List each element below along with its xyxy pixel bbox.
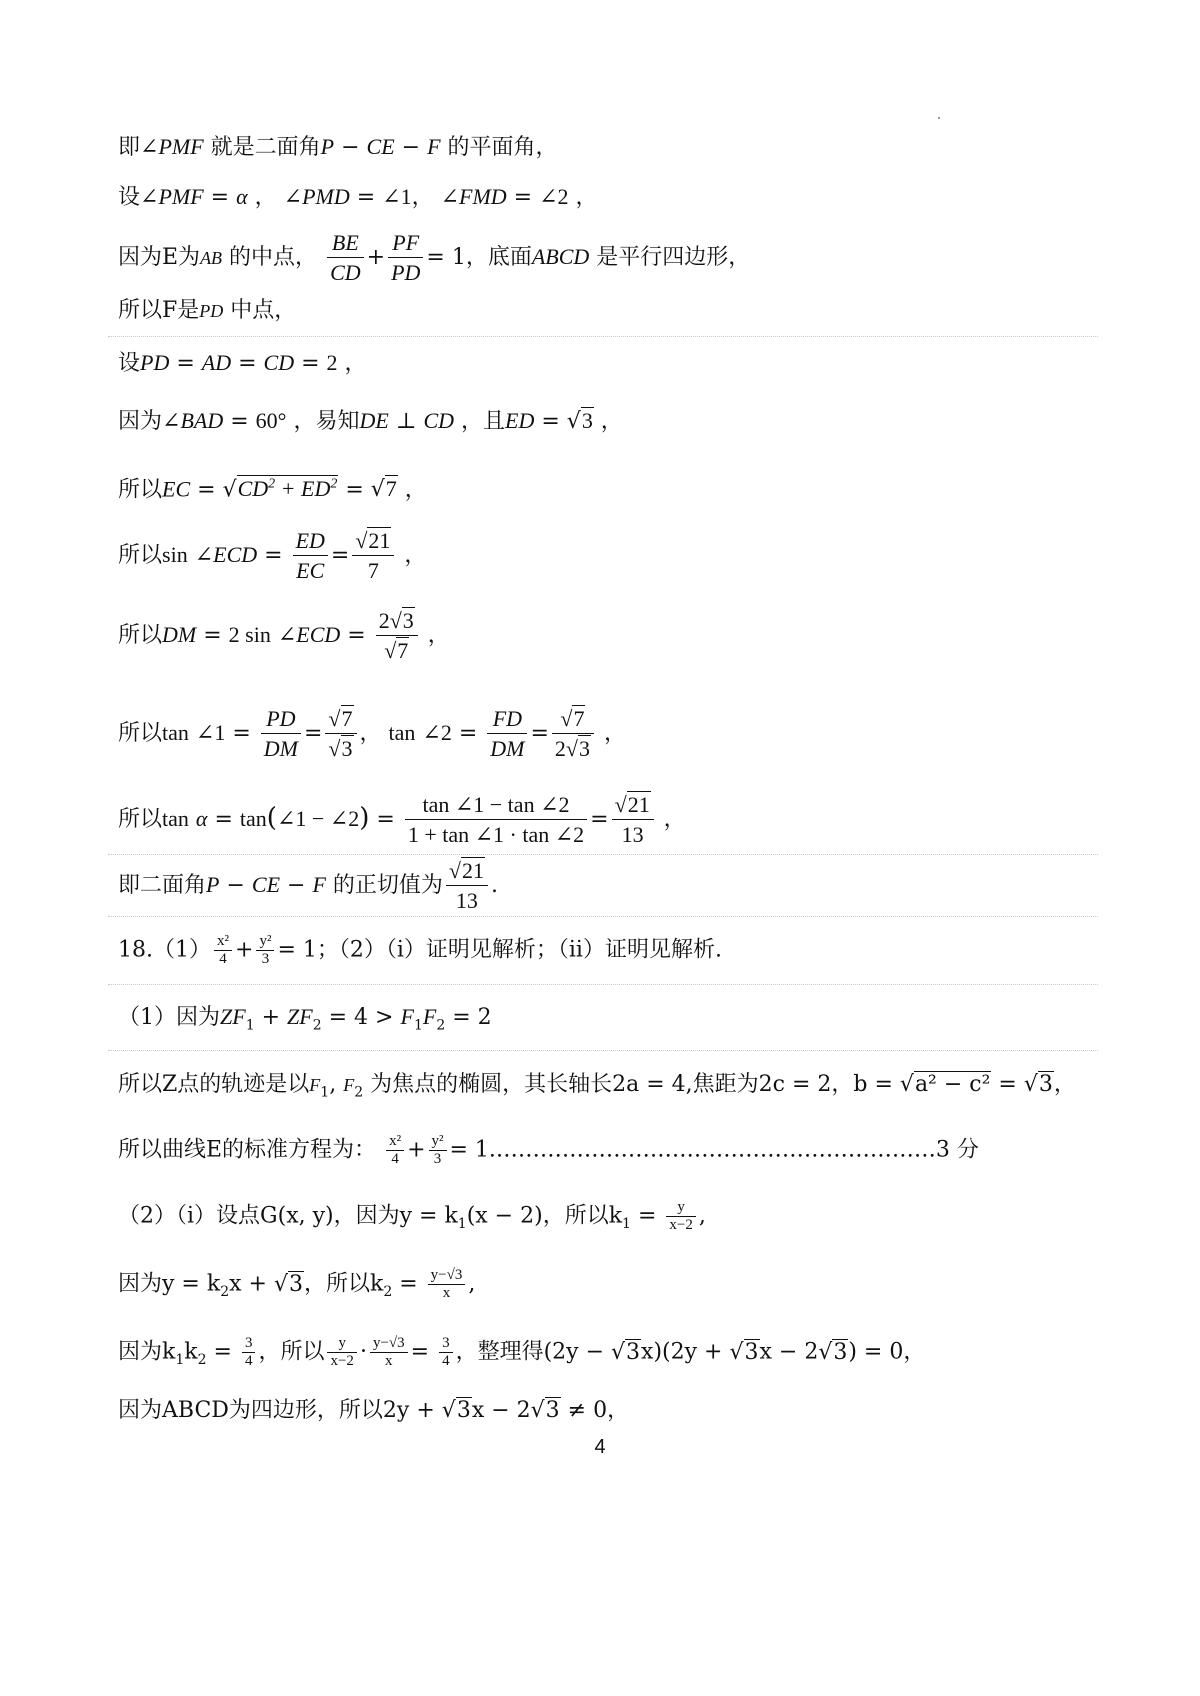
dotted-separator (108, 336, 1098, 337)
fraction: $\frac{√7}{√3}$ (325, 708, 356, 760)
sqrt: √7 (370, 476, 397, 503)
fraction: $\frac{PF}{PD}$ (388, 232, 423, 284)
text-line: 因为$y = k_2x + √3$，所以$k_2$ = $\frac{y-√3}{x}$ , (118, 1267, 476, 1301)
fraction: $\frac{ED}{EC}$ (293, 530, 328, 582)
text-line: 所以F是PD 中点， (118, 298, 297, 323)
sqrt: √a² − c² (899, 1072, 991, 1097)
text-line: 设PD = AD = CD = 2 ， (118, 350, 367, 376)
text-line: 即二面角P − CE − F 的正切值为 $\frac{√21}{13}$ . (118, 858, 498, 913)
text-line: 所以tan ∠1 = $\frac{PD}{DM}$ = $\frac{√7}{√3}$ ， tan ∠2 = $\frac{FD}{DM}$ = $\frac{√7}{2√3}$ ， (118, 706, 626, 761)
fraction: $\frac{√21}{13}$ (446, 860, 488, 912)
text-line: 所以tan α = tan(∠1 − ∠2) = $\frac{\tan \angle 1 - \tan \angle 2}{1 + \tan \angle 1 \cdot \tan \angle 2}$ = $\frac{√21}{13}$ ， (118, 792, 686, 847)
fraction: $\frac{√21}{13}$ (612, 794, 654, 846)
text-line: 因为$k_1k_2$ = $\frac{3}{4}$ ，所以 $\frac{y}{x-2}$ · $\frac{y-√3}{x}$ = $\frac{3}{4}$ ，整理得(2y − √3x)(2y + √3x − 2√3) = 0， (118, 1335, 926, 1369)
fraction: $\frac{3}{4}$ (242, 1336, 256, 1369)
text-line: 即∠PMF 就是二面角P − CE − F 的平面角， (118, 134, 558, 160)
fraction: $\frac{\text{x²}}{4}$ (214, 934, 232, 967)
fraction: $\frac{BE}{CD}$ (327, 232, 364, 284)
dotted-separator (108, 916, 1098, 917)
text-line: 18.（1） $\frac{\text{x²}}{4}$ + $\frac{\text{y²}}{3}$ = 1；（2）（i）证明见解析；（ii）证明见解析. (118, 933, 722, 967)
scan-speck (938, 117, 940, 119)
sqrt: $√CD^2 + ED^2$ (222, 476, 338, 503)
fraction: $\frac{2√3}{√7}$ (376, 610, 418, 662)
page-number: 4 (594, 1436, 606, 1458)
text-line: 设∠PMF = α ， ∠PMD = ∠1， ∠FMD = ∠2 ， (118, 184, 598, 210)
fraction: $\frac{y-√3}{x}$ (370, 1336, 408, 1369)
sqrt: √3 (1023, 1072, 1053, 1097)
text-line: （2）（i）设点G(x, y)，因为$y = k_1(x - 2)$，所以$k_1$ = $\frac{y}{x-2}$ , (118, 1199, 706, 1233)
fraction: $\frac{y-√3}{x}$ (428, 1268, 466, 1301)
text-line: （1）因为$ZF_1 + ZF_2 = 4 > F_1F_2 = 2$ (118, 1004, 492, 1034)
text-line: 因为E为AB 的中点， $\frac{BE}{CD}$ + $\frac{PF}{PD}$ = 1，底面ABCD 是平行四边形， (118, 230, 751, 285)
fraction: $\frac{√7}{2√3}$ (552, 708, 594, 760)
dotted-separator (108, 984, 1098, 985)
fraction: $\frac{\tan \angle 1 - \tan \angle 2}{1 + \tan \angle 1 \cdot \tan \angle 2}$ (405, 794, 587, 846)
dotted-separator (108, 854, 1098, 855)
fraction: $\frac{y}{x-2}$ (666, 1200, 695, 1233)
dotted-separator (108, 1050, 1098, 1051)
fraction: $\frac{\text{x²}}{4}$ (386, 1134, 404, 1167)
text-line: 所以曲线E的标准方程为： $\frac{\text{x²}}{4}$ + $\frac{\text{y²}}{3}$ = 1.……………………………………………………3 分 (118, 1133, 979, 1167)
fraction: $\frac{\text{y²}}{3}$ (429, 1134, 447, 1167)
text-line: 所以sin ∠ECD = $\frac{ED}{EC}$ = $\frac{√21}{7}$ ， (118, 528, 427, 583)
text-line: 所以Z点的轨迹是以$F_1$, $F_2$ 为焦点的椭圆，其长轴长2a = 4,焦距为2c = 2，b = √a² − c² = √3， (118, 1072, 1076, 1101)
fraction: $\frac{√21}{7}$ (352, 530, 394, 582)
text-line: 因为ABCD为四边形，所以2y + √3x − 2√3 ≠ 0， (118, 1398, 630, 1423)
text-line: 所以EC = $√CD^2 + ED^2 = √7$ ， (118, 476, 427, 503)
fraction: $\frac{y}{x-2}$ (327, 1336, 356, 1369)
sqrt: √3 (566, 408, 593, 434)
fraction: $\frac{PD}{DM}$ (261, 708, 301, 760)
text-line: 因为∠BAD = 60° ，易知DE ⊥ CD ，且ED = √3 ， (118, 408, 623, 434)
fraction: $\frac{FD}{DM}$ (487, 708, 527, 760)
fraction: $\frac{3}{4}$ (439, 1336, 453, 1369)
text-line: 所以DM = 2 sin ∠ECD = $\frac{2√3}{√7}$ ， (118, 608, 450, 663)
fraction: $\frac{\text{y²}}{3}$ (256, 934, 274, 967)
